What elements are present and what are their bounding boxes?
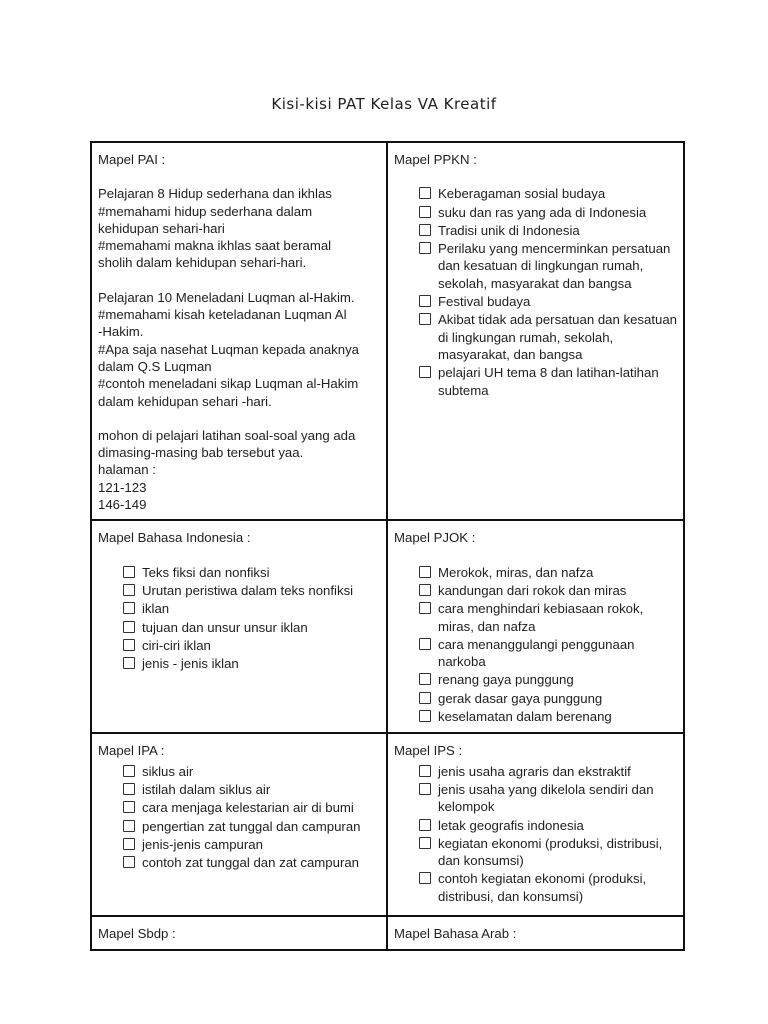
checkbox-icon[interactable]	[419, 366, 431, 378]
checklist-item	[123, 582, 380, 599]
text-line: sholih dalam kehidupan sehari-hari.	[98, 255, 307, 271]
checkbox-icon[interactable]	[419, 566, 431, 578]
checkbox-icon[interactable]	[419, 602, 431, 614]
checklist-item	[419, 671, 677, 688]
checklist-label: keselamatan dalam berenang	[438, 709, 612, 725]
checklist-item	[419, 817, 677, 834]
checklist-label: tujuan dan unsur unsur iklan	[142, 619, 308, 635]
cell-bahasa-arab	[387, 916, 684, 949]
checkbox-icon[interactable]	[123, 621, 135, 633]
text-line: mohon di pelajari latihan soal-soal yang ada	[98, 427, 356, 443]
checklist-item	[419, 222, 677, 239]
checklist-item	[419, 870, 677, 905]
checklist-label: cara menjaga kelestarian air di bumi	[142, 800, 354, 816]
checklist-item	[123, 854, 380, 871]
cell-ips	[387, 733, 684, 916]
checklist-item	[123, 600, 380, 617]
checklist-item	[419, 600, 677, 635]
ppkn-heading: Mapel PPKN :	[394, 152, 477, 167]
text-line: halaman :	[98, 462, 156, 478]
checkbox-icon[interactable]	[419, 187, 431, 199]
checkbox-icon[interactable]	[123, 584, 135, 596]
checklist-item	[123, 637, 380, 654]
checklist-label: cara menghindari kebiasaan rokok, miras, dan nafza	[438, 601, 644, 634]
cell-pai	[91, 142, 387, 520]
checklist-label: Tradisi unik di Indonesia	[438, 222, 580, 238]
checklist-item	[419, 204, 677, 221]
text-line: #memahami hidup sederhana dalam	[98, 203, 313, 219]
checklist-item	[123, 836, 380, 853]
ipa-checklist	[98, 763, 380, 872]
checklist-label: jenis usaha yang dikelola sendiri dan kelompok	[438, 781, 654, 815]
cell-ipa	[91, 733, 387, 916]
checkbox-icon[interactable]	[123, 838, 135, 850]
cell-sbdp	[91, 916, 387, 949]
pai-block-2	[98, 289, 380, 410]
checkbox-icon[interactable]	[123, 639, 135, 651]
checkbox-icon[interactable]	[419, 872, 431, 884]
checkbox-icon[interactable]	[419, 224, 431, 236]
pai-block-1	[98, 185, 380, 271]
text-line: dimasing-masing bab tersebut yaa.	[98, 445, 304, 461]
cell-bahasa-indonesia	[91, 520, 387, 733]
checklist-item	[419, 690, 677, 707]
checkbox-icon[interactable]	[419, 765, 431, 777]
checkbox-icon[interactable]	[419, 638, 431, 650]
checkbox-icon[interactable]	[419, 710, 431, 722]
checklist-label: Keberagaman sosial budaya	[438, 186, 606, 202]
text-line: dalam kehidupan sehari -hari.	[98, 393, 272, 409]
checkbox-icon[interactable]	[123, 820, 135, 832]
arab-heading: Mapel Bahasa Arab :	[394, 926, 517, 942]
checklist-label: kandungan dari rokok dan miras	[438, 582, 627, 598]
text-line: -Hakim.	[98, 324, 144, 340]
text-line: Pelajaran 8 Hidup sederhana dan ikhlas	[98, 186, 332, 202]
subject-grid	[90, 141, 685, 951]
checklist-label: Akibat tidak ada persatuan dan kesatuan di lingkungan rumah, sekolah, masyarakat, dan bangsa	[438, 312, 678, 362]
checkbox-icon[interactable]	[419, 206, 431, 218]
checkbox-icon[interactable]	[419, 295, 431, 307]
text-line: #memahami kisah keteladanan Luqman Al	[98, 307, 347, 323]
checklist-label: istilah dalam siklus air	[142, 781, 271, 797]
checkbox-icon[interactable]	[419, 783, 431, 795]
checklist-item	[123, 781, 380, 798]
checkbox-icon[interactable]	[123, 856, 135, 868]
checklist-label: pelajari UH tema 8 dan latihan-latihan subtema	[438, 365, 659, 398]
ips-checklist	[394, 763, 677, 905]
checklist-item	[419, 293, 677, 310]
ipa-heading: Mapel IPA :	[98, 743, 165, 759]
checklist-label: Perilaku yang mencerminkan persatuan dan kesatuan di lingkungan rumah, sekolah, masyarakat dan bangsa	[438, 241, 671, 291]
checkbox-icon[interactable]	[419, 242, 431, 254]
text-line: dalam Q.S Luqman	[98, 358, 212, 374]
pai-block-3	[98, 427, 380, 513]
text-line: Pelajaran 10 Meneladani Luqman al-Hakim.	[98, 289, 355, 305]
sbdp-heading: Mapel Sbdp :	[98, 926, 176, 942]
checklist-item	[123, 619, 380, 636]
checklist-item	[419, 763, 677, 780]
checklist-label: jenis - jenis iklan	[142, 656, 239, 672]
checklist-label: jenis usaha agraris dan ekstraktif	[438, 763, 631, 779]
ips-heading: Mapel IPS :	[394, 743, 463, 759]
text-line: #memahami makna ikhlas saat beramal	[98, 238, 332, 254]
checklist-item	[123, 655, 380, 672]
cell-ppkn	[387, 142, 684, 520]
bindo-heading: Mapel Bahasa Indonesia :	[98, 530, 251, 546]
checklist-label: suku dan ras yang ada di Indonesia	[438, 204, 647, 220]
checklist-label: ciri-ciri iklan	[142, 637, 211, 653]
checkbox-icon[interactable]	[419, 313, 431, 325]
checklist-label: Festival budaya	[438, 294, 531, 310]
checklist-label: iklan	[142, 601, 170, 617]
checkbox-icon[interactable]	[419, 692, 431, 704]
checklist-item	[419, 240, 677, 292]
checklist-item	[123, 818, 380, 835]
checklist-item	[419, 708, 677, 725]
checklist-label: Teks fiksi dan nonfiksi	[142, 564, 270, 580]
checklist-label: Merokok, miras, dan nafza	[438, 564, 594, 580]
checklist-item	[123, 763, 380, 780]
checklist-item	[419, 185, 677, 202]
checklist-item	[419, 311, 677, 363]
pai-heading: Mapel PAI :	[98, 152, 166, 167]
checklist-item	[419, 781, 677, 816]
checklist-label: kegiatan ekonomi (produksi, distribusi, dan konsumsi)	[438, 835, 663, 869]
checkbox-icon[interactable]	[419, 584, 431, 596]
checklist-label: letak geografis indonesia	[438, 817, 584, 833]
checklist-label: gerak dasar gaya punggung	[438, 690, 603, 706]
checklist-item	[419, 582, 677, 599]
text-line: 146-149	[98, 497, 147, 513]
checkbox-icon[interactable]	[123, 801, 135, 813]
checklist-label: cara menanggulangi penggunaan narkoba	[438, 636, 635, 670]
pjok-checklist	[394, 564, 677, 726]
checklist-item	[419, 364, 677, 399]
text-line: kehidupan sehari-hari	[98, 220, 225, 236]
checklist-item	[419, 564, 677, 581]
checklist-label: renang gaya punggung	[438, 672, 574, 688]
checklist-item	[419, 835, 677, 870]
text-line: 121-123	[98, 479, 147, 495]
text-line: #contoh meneladani sikap Luqman al-Hakim	[98, 376, 359, 392]
checkbox-icon[interactable]	[123, 783, 135, 795]
checkbox-icon[interactable]	[419, 819, 431, 831]
text-line: #Apa saja nasehat Luqman kepada anaknya	[98, 341, 360, 357]
checklist-label: siklus air	[142, 763, 194, 779]
checkbox-icon[interactable]	[123, 602, 135, 614]
checklist-label: contoh kegiatan ekonomi (produksi, distribusi, dan konsumsi)	[438, 871, 647, 904]
checkbox-icon[interactable]	[419, 673, 431, 685]
checklist-item	[123, 564, 380, 581]
checklist-label: pengertian zat tunggal dan campuran	[142, 818, 361, 834]
checkbox-icon[interactable]	[123, 566, 135, 578]
bindo-checklist	[98, 564, 380, 673]
checklist-label: Urutan peristiwa dalam teks nonfiksi	[142, 582, 354, 598]
cell-pjok	[387, 520, 684, 733]
pjok-heading: Mapel PJOK :	[394, 530, 476, 546]
document-title: Kisi-kisi PAT Kelas VA Kreatif	[271, 95, 497, 113]
checkbox-icon[interactable]	[419, 837, 431, 849]
checkbox-icon[interactable]	[123, 765, 135, 777]
checkbox-icon[interactable]	[123, 657, 135, 669]
checklist-item	[419, 636, 677, 671]
ppkn-checklist	[394, 185, 677, 399]
checklist-label: jenis-jenis campuran	[142, 836, 263, 852]
checklist-item	[123, 799, 380, 816]
checklist-label: contoh zat tunggal dan zat campuran	[142, 855, 360, 871]
